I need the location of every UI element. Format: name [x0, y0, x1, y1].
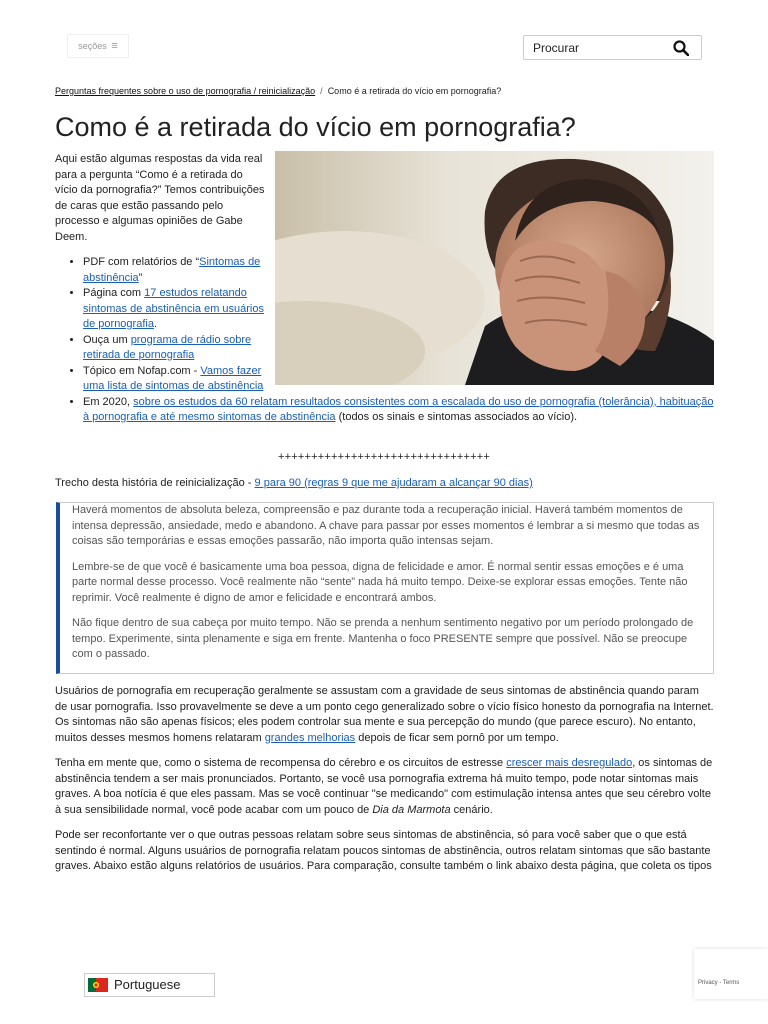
studies-2020-link[interactable]: sobre os estudos da 60 relatam resultados consistentes com a escalada do uso de pornografia (tolerância), habituação à pornografia e até mesmo sintomas de abstinência — [83, 395, 714, 423]
breadcrumb-separator: / — [320, 86, 323, 96]
breadcrumb — [55, 86, 501, 96]
list-item-text: . — [153, 318, 158, 330]
studies-link[interactable]: 17 estudos relatando sintomas de abstinência em usuários de pornografia — [83, 287, 264, 330]
recaptcha-text: Privacy - Terms — [698, 980, 740, 986]
withdrawal-symptoms-pdf-link[interactable]: Sintomas de abstinência — [83, 256, 261, 284]
quote-paragraph: Não fique dentro de sua cabeça por muito tempo. Não se prenda a nenhum sentimento negativo por um período prolongado de tempo. Experimente, sinta plenamente e siga em frente. Mantenha o foco PRESENTE sempre que possível. Não se preocupe com o passado. — [72, 617, 694, 660]
intro-paragraph: Aqui estão algumas respostas da vida real para a pergunta “Como é a retirada do vício da pornografia?” Temos contribuições de caras que estão passando pelo processo e algumas opiniões de Gabe Deem. — [55, 153, 265, 243]
list-item-text: Ouça um — [83, 333, 131, 346]
paragraph-text: depois de ficar sem pornô por um tempo. — [355, 731, 559, 744]
dysregulated-link[interactable]: crescer mais desregulado — [506, 757, 633, 769]
list-item — [83, 286, 268, 333]
reboot-story-link[interactable]: 9 para 90 (regras 9 que me ajudaram a alcançar 90 dias) — [254, 477, 533, 489]
plus-divider: ++++++++++++++++++++++++++++++++ — [278, 451, 490, 463]
paragraph-text: , os sintomas de abstinência tendem a ser mais pronunciados. Portanto, se você usa pornografia extrema há muito tempo, pode notar sintomas mais graves. A boa notícia é que eles passam. Mas se você continuar "se medicando" com estimulação intensa antes que seu cérebro volte à sua sensibilidade normal, você pode acabar com um pouco de — [55, 757, 713, 816]
body-paragraph-1 — [55, 684, 714, 746]
great-improvements-link[interactable]: grandes melhorias — [264, 731, 356, 744]
language-label: Portuguese — [114, 977, 181, 992]
portugal-flag-icon — [88, 978, 108, 992]
quote-paragraph: Lembre-se de que você é basicamente uma boa pessoa, digna de felicidade e amor. É normal sentir essas emoções e é uma parte normal desse processo. Você realmente não “sente” nada há muito tempo. Deixe-se explorar essas emoções. Tente não reprimir. Você realmente é digno de amor e felicidade e encontrará ambos. — [72, 560, 688, 604]
search-box — [523, 35, 702, 60]
hamburger-icon: ≡ — [111, 40, 118, 52]
paragraph-text: Tenha em mente que, como o sistema de recompensa do cérebro e os circuitos de estresse — [55, 757, 507, 769]
groundhog-day-text: Dia da Marmota — [372, 803, 451, 816]
list-item — [83, 255, 268, 286]
language-switcher[interactable] — [84, 973, 215, 997]
sections-menu-button[interactable] — [67, 34, 129, 58]
list-item-text: Página com — [83, 287, 145, 299]
nofap-topic-link[interactable]: Vamos fazer uma lista de sintomas de abstinência — [83, 364, 264, 392]
breadcrumb-current: Como é a retirada do vício em pornografia? — [327, 86, 502, 96]
excerpt-intro — [55, 477, 533, 489]
list-item — [83, 395, 715, 426]
body-paragraph-2 — [55, 756, 714, 818]
body-paragraph-3: Pode ser reconfortante ver o que outras pessoas relatam sobre seus sintomas de abstinência, só para você saber que o que está sentindo é normal. Alguns usuários de pornografia relatam poucos sintomas de abstinência, outros relatam sintomas que são bastante graves. Abaixo estão alguns relatórios de usuários. Para comparação, consulte também o link abaixo desta página, que coleta os tipos — [55, 829, 712, 872]
quote-paragraph: Haverá momentos de absoluta beleza, compreensão e paz durante toda a recuperação inicial. Haverá também momentos de intensa depressão, ansiedade, medo e abandono. A chave para passar por esses momentos é lembrar a si mesmo que todas as coisas são temporárias e essas emoções passarão, não importa quão intensas sejam. — [72, 504, 700, 547]
quote-block — [56, 502, 714, 674]
paragraph-text: cenário. — [450, 803, 493, 816]
list-item — [83, 364, 268, 395]
breadcrumb-parent-link[interactable]: Perguntas frequentes sobre o uso de pornografia / reinicialização — [55, 86, 316, 96]
list-item-text: PDF com relatórios de “ — [83, 256, 200, 268]
resource-links-list — [55, 255, 715, 426]
list-item-text: (todos os sinais e sintomas associados ao vício). — [335, 411, 578, 423]
paragraph-text: Usuários de pornografia em recuperação geralmente se assustam com a gravidade de seus sintomas de abstinência quando param de usar pornografia. Isso provavelmente se deve a um ponto cego generalizado sobre o vício físico honesto da pornografia na Internet. Os sintomas não são apenas físicos; eles podem controlar sua mente e sua percepção do mundo (que parece escuro). No entanto, muitos desses mesmos homens relataram — [55, 685, 714, 744]
top-bar — [0, 0, 768, 80]
list-item-text: Em 2020, — [83, 395, 134, 408]
list-item-text: Tópico em Nofap.com - — [83, 364, 201, 377]
radio-program-link[interactable]: programa de rádio sobre retirada de pornografia — [83, 333, 252, 361]
page-title: Como é a retirada do vício em pornografia? — [55, 112, 576, 142]
list-item-text: ” — [138, 271, 143, 284]
list-item — [83, 333, 268, 364]
search-icon[interactable] — [673, 40, 689, 56]
excerpt-label: Trecho desta história de reinicialização - — [55, 477, 255, 489]
recaptcha-badge[interactable] — [694, 949, 768, 999]
sections-label: seções — [78, 41, 107, 51]
search-input[interactable] — [524, 36, 663, 59]
